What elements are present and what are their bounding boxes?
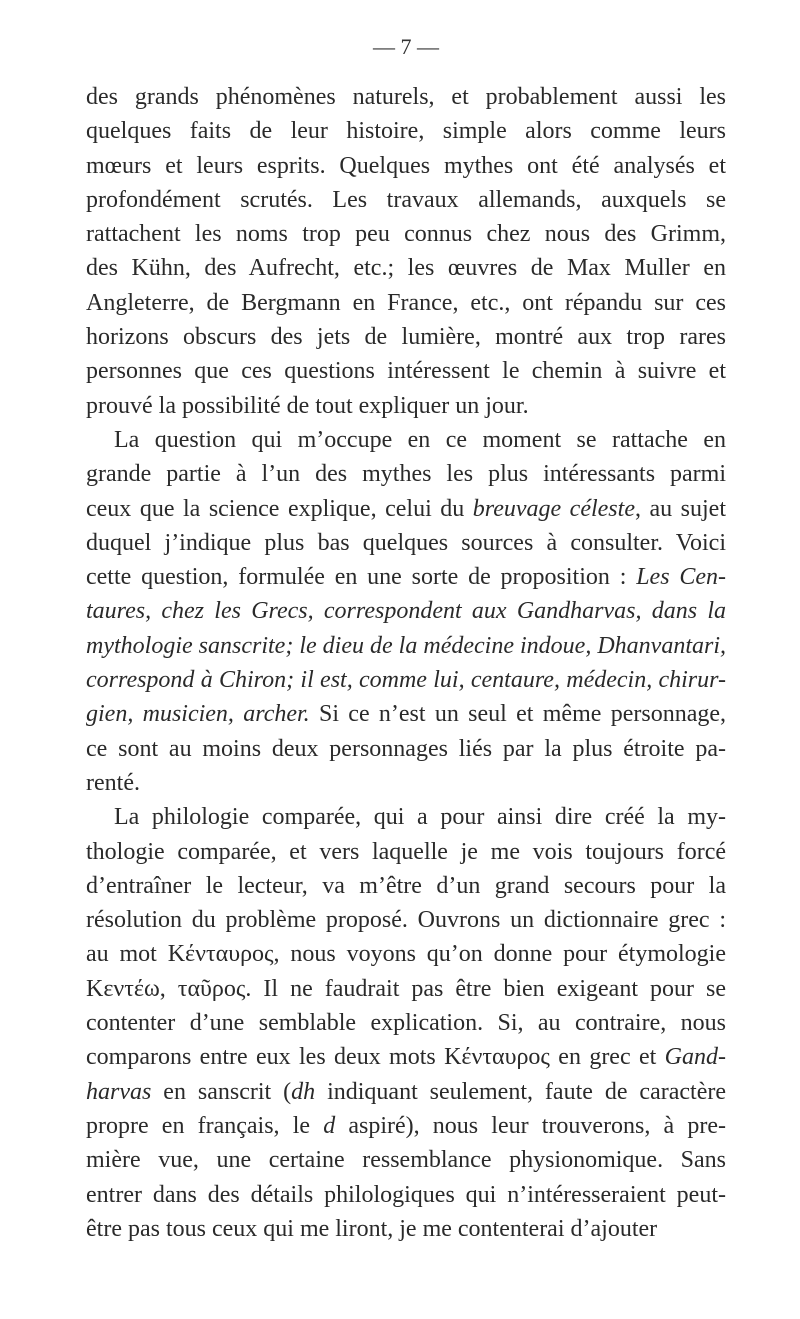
text-segment: duquel j’indique plus bas quelques sources à consulter. Voici xyxy=(86,529,726,556)
page-body xyxy=(86,36,726,1246)
text-segment: rattachent les noms trop peu connus chez nous des Grimm, xyxy=(86,221,726,248)
italic-text: dh xyxy=(291,1078,316,1105)
text-line xyxy=(86,149,726,183)
paragraph xyxy=(86,800,726,1246)
text-body xyxy=(86,80,726,1246)
text-line xyxy=(86,320,726,354)
text-segment: ce sont au moins deux personnages liés par la plus étroite pa- xyxy=(86,735,726,762)
text-segment: propre en français, le xyxy=(86,1112,324,1139)
text-segment: quelques faits de leur histoire, simple alors comme leurs xyxy=(86,118,726,145)
text-segment: renté. xyxy=(86,769,140,796)
text-segment: d’entraîner le lecteur, va m’être d’un grand secours pour la xyxy=(86,872,726,899)
text-line xyxy=(86,526,726,560)
text-line xyxy=(86,1178,726,1212)
text-line xyxy=(86,1212,726,1246)
text-segment: Si ce n’est un seul et même personnage, xyxy=(309,701,726,728)
text-segment: au mot Κένταυρος, nous voyons qu’on donne pour étymologie xyxy=(86,941,726,968)
text-segment: La question qui m’occupe en ce moment se rattache en xyxy=(114,426,726,453)
paragraph xyxy=(86,80,726,423)
text-segment: des Kühn, des Aufrecht, etc.; les œuvres de Max Muller en xyxy=(86,255,726,282)
italic-text: taures, chez les Grecs, xyxy=(86,598,324,625)
text-segment: Κεντέω, ταῦρος. Il ne faudrait pas être bien exigeant pour se xyxy=(86,975,726,1002)
text-line xyxy=(86,835,726,869)
text-line xyxy=(86,1075,726,1109)
italic-text: correspondent aux Gandharvas, dans la xyxy=(323,598,726,625)
text-line xyxy=(86,903,726,937)
text-segment: aspiré), nous leur trouverons, à pre- xyxy=(335,1112,726,1139)
text-segment: cette question, formulée en une sorte de proposition : xyxy=(86,564,637,591)
paragraph xyxy=(86,423,726,800)
text-segment: mœurs et leurs esprits. Quelques mythes ont été analysés et xyxy=(86,152,726,179)
text-segment: résolution du problème proposé. Ouvrons un dictionnaire grec : xyxy=(86,907,726,934)
italic-text: correspond à Chiron; il est, comme lui, centaure, médecin, chirur- xyxy=(86,667,726,694)
text-segment: , au sujet xyxy=(634,495,726,522)
text-segment: profondément scrutés. Les travaux allemands, auxquels se xyxy=(86,186,726,213)
text-segment: La philologie comparée, qui a pour ainsi dire créé la my- xyxy=(114,804,726,831)
text-segment: horizons obscurs des jets de lumière, montré aux trop rares xyxy=(86,324,726,351)
text-line xyxy=(86,1006,726,1040)
text-segment: des grands phénomènes naturels, et probablement aussi les xyxy=(86,84,726,110)
text-line xyxy=(86,629,726,663)
italic-text: Gand- xyxy=(664,1044,726,1071)
italic-text: harvas xyxy=(86,1078,152,1105)
text-line xyxy=(86,217,726,251)
text-line xyxy=(86,1143,726,1177)
text-line xyxy=(86,1040,726,1074)
text-segment: en sanscrit ( xyxy=(151,1078,292,1105)
text-segment: indiquant seulement, faute de caractère xyxy=(315,1078,726,1105)
text-line xyxy=(86,80,726,114)
text-segment: contenter d’une semblable explication. Si, au contraire, nous xyxy=(86,1010,726,1037)
text-line xyxy=(86,457,726,491)
text-line xyxy=(86,663,726,697)
text-segment: personnes que ces questions intéressent le chemin à suivre et xyxy=(86,358,726,385)
text-line xyxy=(86,423,726,457)
italic-text: Les Cen- xyxy=(636,564,726,591)
text-segment: mière vue, une certaine ressemblance physionomique. Sans xyxy=(86,1147,726,1174)
text-segment: être pas tous ceux qui me liront, je me contenterai d’ajouter xyxy=(86,1215,658,1242)
text-line xyxy=(86,251,726,285)
text-line xyxy=(86,766,726,800)
text-line xyxy=(86,937,726,971)
text-line xyxy=(86,492,726,526)
text-line xyxy=(86,697,726,731)
italic-text: d xyxy=(323,1112,336,1139)
text-segment: thologie comparée, et vers laquelle je me vois toujours forcé xyxy=(86,838,726,865)
text-segment: prouvé la possibilité de tout expliquer un jour. xyxy=(86,392,529,419)
text-line xyxy=(86,389,726,423)
text-line xyxy=(86,286,726,320)
text-line xyxy=(86,183,726,217)
text-line xyxy=(86,354,726,388)
text-line xyxy=(86,114,726,148)
text-line xyxy=(86,869,726,903)
text-line xyxy=(86,560,726,594)
text-line xyxy=(86,1109,726,1143)
italic-text: gien, musicien, archer. xyxy=(86,701,310,728)
text-segment: ceux que la science explique, celui du xyxy=(86,495,473,522)
text-segment: Angleterre, de Bergmann en France, etc., ont répandu sur ces xyxy=(86,289,726,316)
text-segment: grande partie à l’un des mythes les plus intéressants parmi xyxy=(86,461,726,488)
text-line xyxy=(86,594,726,628)
page-number: — 7 — xyxy=(373,34,439,59)
italic-text: breuvage céleste xyxy=(472,495,635,522)
text-line xyxy=(86,972,726,1006)
italic-text: mythologie sanscrite; le dieu de la médecine indoue, Dhanvantari, xyxy=(86,632,726,659)
text-segment: entrer dans des détails philologiques qui n’intéresseraient peut- xyxy=(86,1181,726,1208)
text-segment: comparons entre eux les deux mots Κένταυρος en grec et xyxy=(86,1044,665,1071)
text-line xyxy=(86,800,726,834)
text-line xyxy=(86,732,726,766)
